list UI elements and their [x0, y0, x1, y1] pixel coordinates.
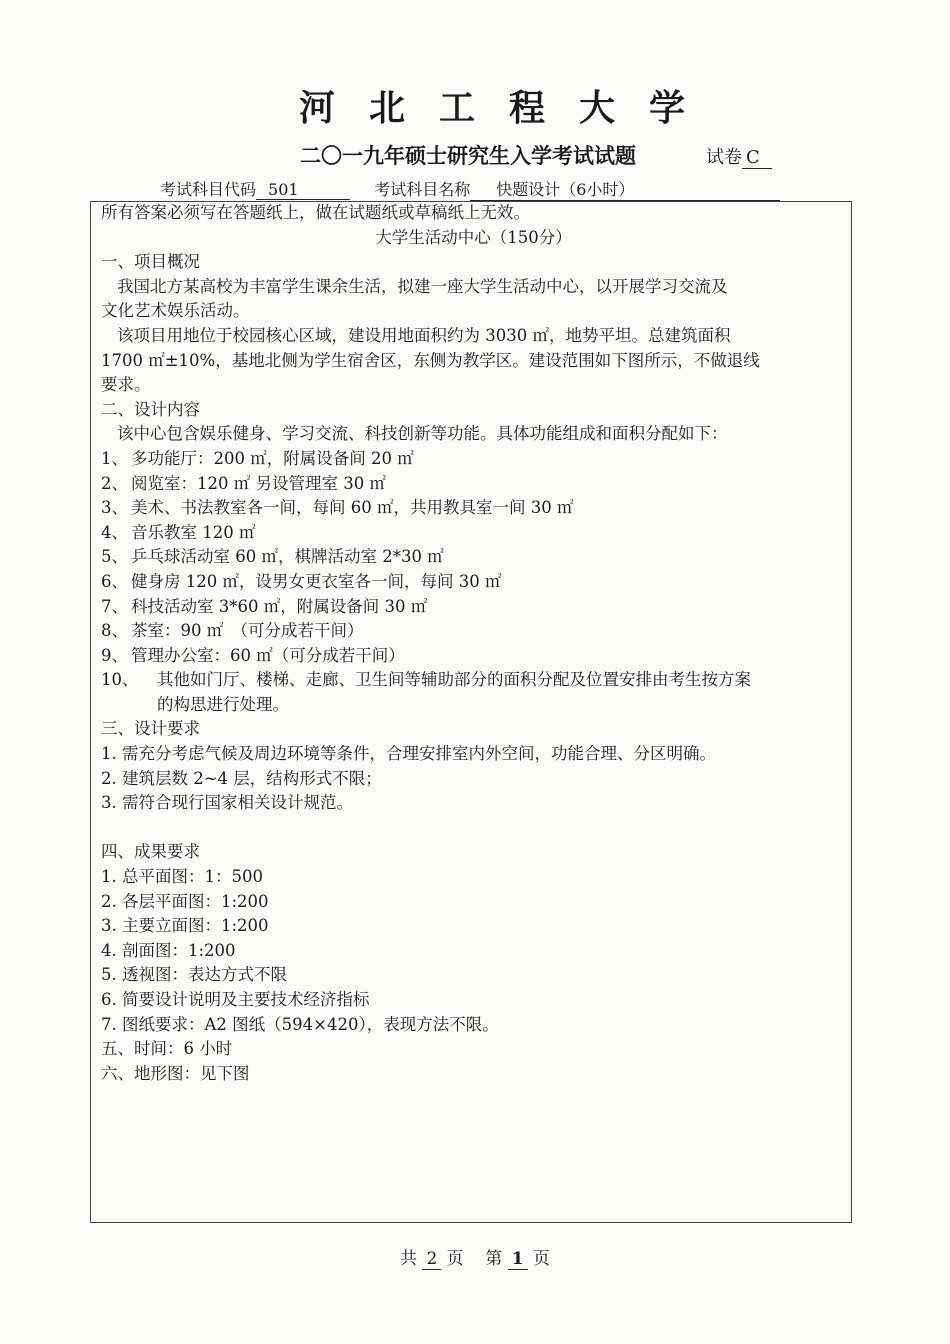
paper-code-label: 试卷	[706, 147, 742, 168]
subject-line	[160, 177, 780, 201]
section-2-intro: 该中心包含娱乐健身、学习交流、科技创新等功能。具体功能组成和面积分配如下：	[117, 424, 728, 444]
list-item: 2、 阅览室：120 ㎡ 另设管理室 30 ㎡	[101, 473, 386, 493]
section-2-title: 二、设计内容	[101, 399, 200, 419]
list-item: 3. 需符合现行国家相关设计规范。	[101, 793, 353, 813]
list-item: 2. 各层平面图：1:200	[101, 891, 269, 911]
list-item: 5、 乒乓球活动室 60 ㎡，棋牌活动室 2*30 ㎡	[101, 547, 444, 567]
list-item: 4、 音乐教室 120 ㎡	[101, 522, 256, 542]
section-1-para-2-line-3: 要求。	[101, 375, 151, 395]
section-1-title: 一、项目概况	[101, 252, 200, 272]
subject-name-label: 考试科目名称	[374, 180, 471, 199]
list-item: 4. 剖面图：1:200	[101, 940, 236, 960]
list-item-10: 10、 其他如门厅、楼梯、走廊、卫生间等辅助部分的面积分配及位置安排由考生按方案	[101, 670, 751, 690]
list-item: 6. 简要设计说明及主要技术经济指标	[101, 990, 370, 1009]
exam-content	[101, 201, 846, 1086]
total-pages: 2	[422, 1249, 441, 1270]
exam-title: 二〇一九年硕士研究生入学考试试题	[300, 144, 636, 168]
list-item-10-continued: 的构思进行处理。	[157, 694, 289, 714]
list-item: 6、 健身房 120 ㎡，设男女更衣室各一间，每间 30 ㎡	[101, 571, 502, 591]
list-item: 9、 管理办公室：60 ㎡（可分成若干间）	[101, 645, 405, 665]
page-footer	[0, 1244, 950, 1269]
current-page: 1	[508, 1249, 528, 1270]
topic-heading: 大学生活动中心（150分）	[375, 227, 572, 247]
paper-code	[706, 143, 772, 169]
spacer	[101, 816, 846, 841]
list-item: 3. 主要立面图：1:200	[101, 916, 269, 936]
section-4-title: 四、成果要求	[101, 842, 200, 862]
list-item: 1. 需充分考虑气候及周边环境等条件，合理安排室内外空间，功能合理、分区明确。	[101, 744, 716, 764]
current-unit: 页	[532, 1249, 550, 1269]
section-1-para-1-line-2: 文化艺术娱乐活动。	[101, 301, 250, 321]
list-item: 8、 茶室：90 ㎡ （可分成若干间）	[101, 621, 364, 641]
subject-code-value: 501	[256, 180, 350, 200]
current-label: 第	[485, 1249, 503, 1269]
paper-code-value: C	[742, 147, 772, 169]
total-unit: 页	[446, 1249, 464, 1269]
notice: 所有答案必须写在答题纸上，做在试题纸或草稿纸上无效。	[101, 203, 530, 222]
section-1-para-2-line-1: 该项目用地位于校园核心区域，建设用地面积约为 3030 ㎡，地势平坦。总建筑面积	[117, 325, 731, 345]
subject-name-value: 快题设计（6小时）	[470, 177, 780, 201]
list-item: 3、 美术、书法教室各一间，每间 60 ㎡，共用教具室一间 30 ㎡	[101, 498, 574, 518]
subject-code-label: 考试科目代码	[160, 180, 257, 199]
section-6: 六、地形图：见下图	[101, 1063, 250, 1083]
list-item: 5. 透视图：表达方式不限	[101, 965, 287, 985]
section-3-title: 三、设计要求	[101, 719, 200, 739]
list-item: 7、 科技活动室 3*60 ㎡，附属设备间 30 ㎡	[101, 596, 428, 616]
list-item: 2. 建筑层数 2~4 层，结构形式不限；	[101, 768, 382, 788]
section-1-para-1-line-1: 我国北方某高校为丰富学生课余生活，拟建一座大学生活动中心，以开展学习交流及	[117, 276, 728, 296]
list-item: 7. 图纸要求：A2 图纸（594×420），表现方法不限。	[101, 1014, 499, 1034]
list-item: 1、 多功能厅：200 ㎡，附属设备间 20 ㎡	[101, 448, 414, 468]
section-5: 五、时间：6 小时	[101, 1039, 233, 1059]
list-item: 1. 总平面图：1：500	[101, 867, 263, 887]
university-title: 河北工程大学	[298, 88, 719, 129]
total-label: 共	[400, 1249, 418, 1269]
section-1-para-2-line-2: 1700 ㎡±10%，基地北侧为学生宿舍区，东侧为教学区。建设范围如下图所示，不做退线	[101, 350, 760, 370]
